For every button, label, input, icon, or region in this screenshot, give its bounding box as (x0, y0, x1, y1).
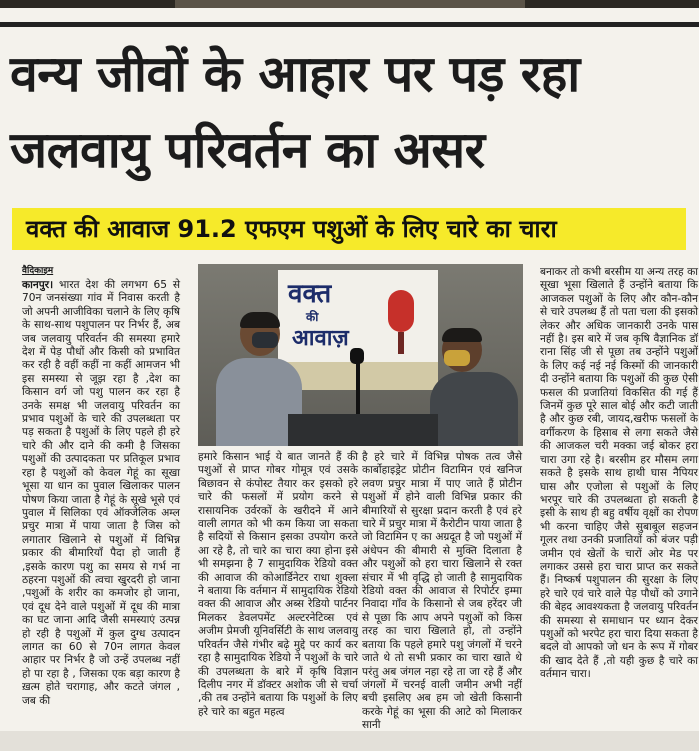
article-column-3 (362, 451, 523, 732)
poster-microphone-icon (388, 290, 414, 332)
header-rule (0, 22, 699, 27)
headline-line-1: वन्य जीवों के आहार पर पड़ रहा (10, 45, 580, 103)
byline-city: कानपुर। (22, 279, 54, 291)
person-right-mask (444, 350, 470, 366)
article-column-4 (540, 266, 698, 711)
poster-text-2: की (306, 310, 319, 324)
person-right-hair (442, 328, 482, 342)
newspaper-page (0, 8, 699, 751)
top-strip-mid (175, 0, 525, 8)
column-3-text: है हरे चारे में विभिन्न पोषक तत्व जैसे कार्बोहाइड्रेट प्रोटीन विटामिन एवं खनिज लवण प्रचुर मात्रा में पाए जाते हैं प्रोटीन पशुओं में होने वाली विभिन्न प्रकार की बीमारियों से सुरक्षा प्रदान करती है एवं हरे चारे में प्रचुर मात्रा में कैरोटीन पाया जाता है जो विटामिन ए का अग्रदूत है जो पशुओं में अंधेपन की बीमारी से मुक्ति दिलाता है और पशुओं को हरा चारा खिलाने से रक्त संचार में भी वृद्धि हो जाती है सामुदायिक रेडियो वक्त की आवाज से रिपोर्टर इम्मा निवादा गाँव के किसानो से जब हरेंदर जी से पूछा कि आप अपने पशुओं को किस तरह का चारा खिलाते हो, तो उन्होंने बताया कि पहले हमारे पशु जंगलों में चरने जाते थे तो सभी प्रकार का चारा खाते थे परंतु अब जंगल नहा रहे ता जा रहे हैं और जंगलों में चरनई वाली जमीन अभी नहीं बची इसलिए अब हम जो खेती किसानी करके गेहूं का भूसा की आटे को मिलाकर सानी (362, 451, 523, 732)
column-4-text: बनाकर तो कभी बरसीम या अन्य तरह का सूखा भूसा खिलाते हैं उन्होंने बताया कि आजकल पशुओं के लिए और कौन-कौन से चारे उपलब्ध हैं तो पता चला की इसको लेकर और अधिक जानकारी उनके पास नहीं है। इस बारे में जब कृषि वैज्ञानिक डॉ राना सिंह जी से पूछा तब उन्होंने पशुओं के लिए कई नई नई किस्मों की जानकारी दी उन्होंने बताया कि पशुओं की कुछ ऐसी फसल की प्रजातियां विकसित की गई हैं जिनमें कुछ पूरे साल बोई और कटी जाती है और कुछ रबी, जायद,खरीफ फसलों के वर्गीकरण के हिसाब से लगा सकते जैसे की आजकल चरी मक्का जई बोकर हरा चारा उगा रहे है। बरसीम हर मौसम लगा सकते है इसके साथ हाथी घास नैपियर घास और एजोला से पशुओं के लिए भरपूर चारे की उपलब्धता हो सकती है इसी के साथ ही बहु वर्षीय वृक्षों का रोपण भी करना चाहिए जैसे सुबाबूल सहजन गूलर तथा उनकी प्रजातियों को बंजर पड़ी जमीन एवं खेतों के चारों ओर मेड पर लगाकर उससे हरा चारा प्राप्त कर सकते हैं। निष्कर्ष पशुपालन की सुरक्षा के लिए हरे चारे एवं चारे वाले पेड़ पौधों को उगाने की बेहद आवश्यकता है जलवायु परिवर्तन की समस्या से समाधान पर ध्यान देकर पशुओं को भरपेट हरा चारा दिया सकता है बदले वो आपको जो धन के रूप में गोबर की खाद देते हैं ,तो यही कुछ है चारे का वर्तमान चारा। (540, 266, 698, 681)
poster-text-1: वक्त (288, 279, 332, 309)
person-left-hair (240, 312, 280, 328)
microphone-stand-icon (356, 358, 360, 414)
top-strip (0, 0, 699, 8)
person-right (430, 328, 518, 446)
studio-table (288, 414, 438, 446)
person-left-mask (252, 332, 278, 348)
article-column-2 (198, 451, 358, 718)
poster-text-3: आवाज़ (292, 326, 349, 351)
column-2-text: हमारे किसान भाई ये बात जानते हैं की पशुओं से प्राप्त गोबर गोमूत्र एवं उसके बिछावन से कंपोस्ट तैयार कर इसको हरे चारे की फसलों में प्रयोग करने से रासायनिक उर्वरकों के खरीदने में आने वाली लागत को भी कम किया जा सकता है सदियों से किसान इसका उपयोग करते आ रहे है, तो चारे का चारा क्या होना इसे भी समझना है 7 सामुदायिक रेडियो वक्त की आवाज की कोआर्डिनेटर राधा शुक्ला ने बताया कि वर्तमान में सामुदायिक रेडियो वक्त की आवाज और अब्स रेडियो पार्टनर मिलकर डेवलपमेंट अल्टरनेटिव्स एवं अजीम प्रेमजी यूनिवर्सिटी के साथ जलवायु परिवर्तन जैसे गंभीर बढ़े मुद्दे पर कार्य कर रहा है सामुदायिक रेडियो ने पशुओं के चारे की उपलब्धता के बारे में कृषि विज्ञान दिलीप नगर में डॉक्टर अशोक जी से चर्चा ,की तब उन्होंने बताया कि पशुओं के लिए हरे चारे का बहुत महत्व (198, 451, 358, 718)
subheadline-banner (12, 208, 686, 250)
column-1-text: भारत देश की लगभग 65 से 70न जनसंख्या गांव में निवास करती है जो अपनी आजीविका चलाने के लिए कृषि के साथ-साथ पशुपालन पर निर्भर हैं, अब जब जलवायु परिवर्तन की समस्या हमारे देश में पेड़ पौधों और किसी को प्रभावित कर रही है वहीं कहीं ना कहीं आमजन भी इस समस्या से जूझ रहा है ,देश का किसान वर्ग जो पशु पालन कर रहा है उनके समक्ष भी जलवायु परिवर्तन का प्रभाव पशुओं के चारे की उपलब्धता पर पड़ सकता है पशुओं के लिए पहले ही हरे चारे की और दाने की कमी है जिसका पशुओं की उत्पादकता पर प्रतिकूल प्रभाव रहा है पशुओं को केवल गेहूं का सूखा भूसा या धान का पुवाल खिलाकर पालन पोषण किया जाता है गेहूं के सूखे भूसे एवं पुवाल में सिलिका एवं ऑक्जेलिक अम्ल प्रचुर मात्रा में पाया जाता है जिस को लगातार खिलाने से पशुओं में विभिन्न प्रकार की बीमारियाँ पैदा हो जाती हैं ,इसके कारण पशु का समय से गर्भ ना ठहरना पशुओं की त्वचा खुरदरी हो जाना ,पशुओं के शरीर का कमजोर हो जाना, एवं दूध देने वाले पशुओं में दूध की मात्रा का घट जाना आदि जैसी समस्याएं उत्पन्न हो रही है पशुओं में कुल दुग्ध उत्पादन लागत का 60 से 70न लागत केवल आहार पर निर्भर है जो उन्हें उपलब्ध नहीं हो पा रहा है , जिसका एक बड़ा कारण है ख़त्म होते चरागाह, और कटते जंगल , जब की (22, 279, 180, 707)
poster-microphone-stand-icon (398, 332, 404, 354)
person-right-body (430, 372, 518, 446)
article-column-1 (22, 266, 180, 711)
page-bottom-margin (0, 731, 699, 751)
subheadline-text: वक्त की आवाज 91.2 एफएम पशुओं के लिए चारे का चारा (26, 215, 557, 243)
headline-line-2: जलवायु परिवर्तन का असर (10, 121, 485, 179)
byline-source: वैदिकाइम (22, 266, 54, 276)
studio-microphone-icon (350, 348, 364, 364)
article-photo (198, 264, 523, 446)
